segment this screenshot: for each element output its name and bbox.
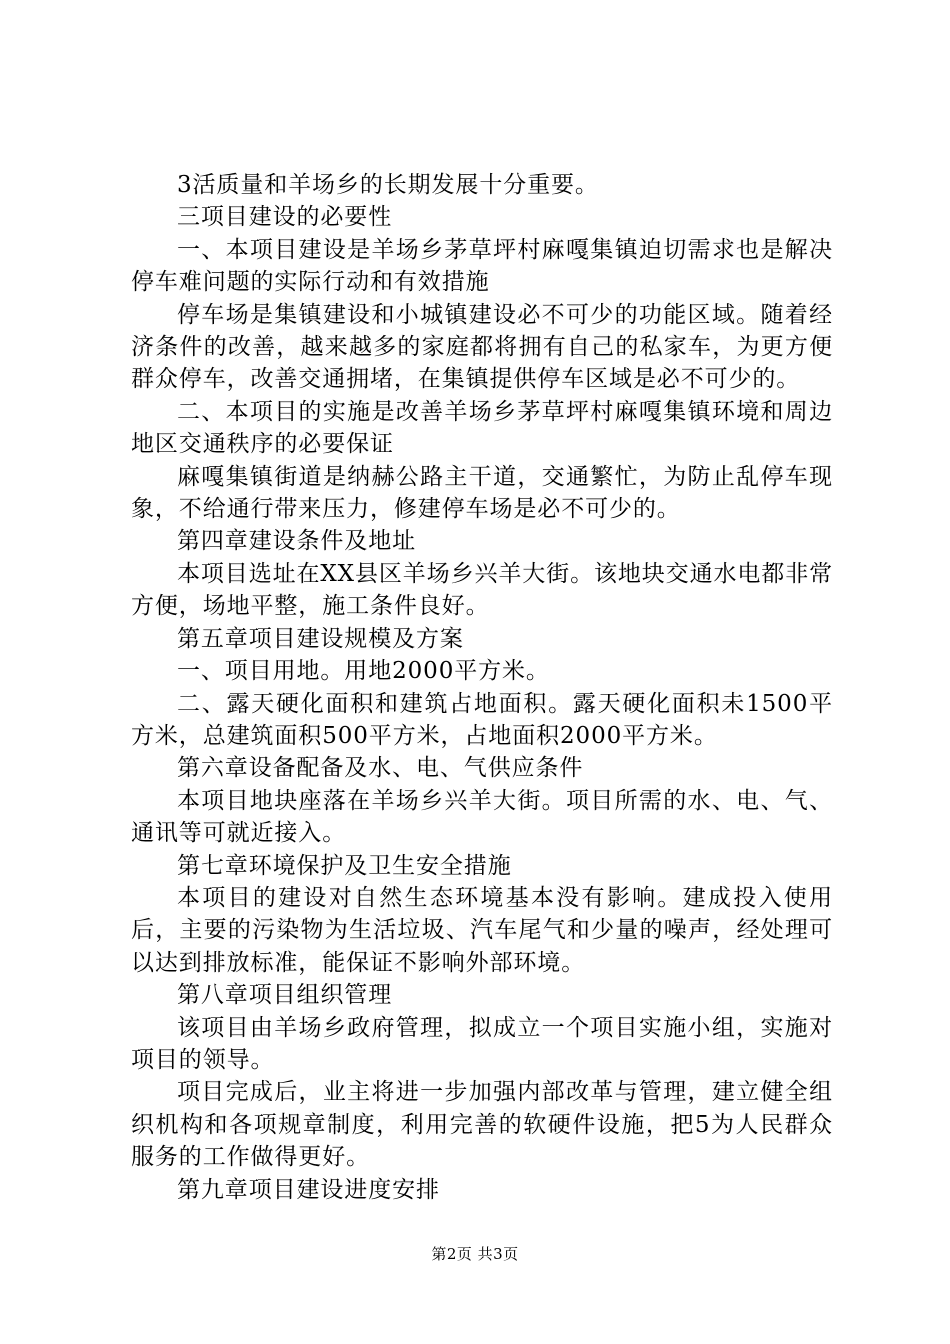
paragraph: 麻嘎集镇街道是纳赫公路主干道，交通繁忙，为防止乱停车现象，不给通行带来压力，修建停车场是必不可少的。 — [131, 463, 833, 523]
chapter-heading: 第四章建设条件及地址 — [177, 528, 416, 555]
document-body — [131, 169, 833, 1206]
paragraph: 该项目由羊场乡政府管理，拟成立一个项目实施小组，实施对项目的领导。 — [131, 1014, 833, 1073]
paragraph: 本项目的建设对自然生态环境基本没有影响。建成投入使用后，主要的污染物为生活垃圾、汽车尾气和少量的噪声，经处理可以达到排放标准，能保证不影响外部环境。 — [131, 884, 833, 976]
paragraph: 3活质量和羊场乡的长期发展十分重要。 — [177, 172, 599, 198]
chapter-heading: 第六章设备配备及水、电、气供应条件 — [177, 755, 584, 782]
subsection-heading: 二、本项目的实施是改善羊场乡茅草坪村麻嘎集镇环境和周边地区交通秩序的必要保证 — [131, 398, 833, 458]
paragraph: 本项目地块座落在羊场乡兴羊大街。项目所需的水、电、气、通讯等可就近接入。 — [131, 787, 833, 847]
chapter-heading: 第五章项目建设规模及方案 — [177, 625, 464, 652]
paragraph: 停车场是集镇建设和小城镇建设必不可少的功能区域。随着经济条件的改善，越来越多的家庭都将拥有自己的私家车，为更方便群众停车，改善交通拥堵，在集镇提供停车区域是必不可少的。 — [131, 301, 833, 393]
chapter-heading: 第七章环境保护及卫生安全措施 — [177, 852, 512, 879]
chapter-heading: 第八章项目组织管理 — [177, 982, 393, 1009]
paragraph: 二、露天硬化面积和建筑占地面积。露天硬化面积未1500平方米，总建筑面积500平方米，占地面积2000平方米。 — [131, 690, 833, 749]
section-heading: 三项目建设的必要性 — [177, 204, 393, 231]
chapter-heading: 第九章项目建设进度安排 — [177, 1176, 440, 1203]
page-number-footer: 第2页 共3页 — [431, 1245, 519, 1263]
paragraph: 项目完成后，业主将进一步加强内部改革与管理，建立健全组织机构和各项规章制度，利用完善的软硬件设施，把5为人民群众服务的工作做得更好。 — [131, 1079, 833, 1171]
subsection-heading: 一、本项目建设是羊场乡茅草坪村麻嘎集镇迫切需求也是解决停车难问题的实际行动和有效措施 — [131, 236, 833, 296]
paragraph: 本项目选址在XX县区羊场乡兴羊大街。该地块交通水电都非常方便，场地平整，施工条件良好。 — [131, 560, 833, 620]
paragraph: 一、项目用地。用地2000平方米。 — [177, 658, 550, 685]
